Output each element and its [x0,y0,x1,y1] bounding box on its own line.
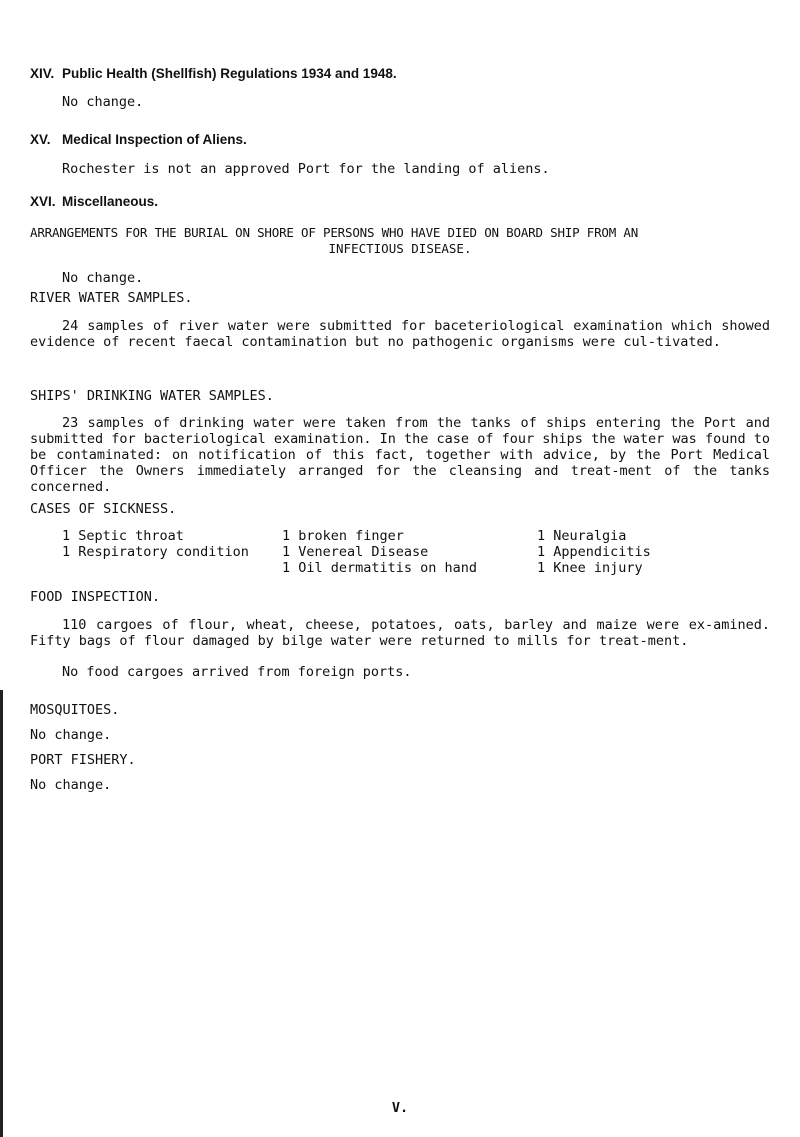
sickness-item: 1 Knee injury [537,560,643,576]
section-xiv-text: No change. [62,94,144,110]
food-heading: FOOD INSPECTION. [30,589,161,605]
page-number: V. [391,1100,409,1116]
sickness-item: 1 Venereal Disease [282,544,429,560]
fishery-heading: PORT FISHERY. [30,752,136,768]
sickness-item: 1 Septic throat [62,528,184,544]
sickness-item: 1 Oil dermatitis on hand [282,560,478,576]
sickness-column-2 [282,528,477,576]
ships-water-heading: SHIPS' DRINKING WATER SAMPLES. [30,388,274,404]
sickness-item: 1 broken finger [282,528,404,544]
burial-text: No change. [62,270,144,286]
section-number: XV. [30,132,51,147]
section-xv-text: Rochester is not an approved Port for the landing of aliens. [62,161,550,177]
section-xvi-heading [30,194,770,210]
sickness-heading: CASES OF SICKNESS. [30,501,177,517]
sickness-item: 1 Appendicitis [537,544,651,560]
section-xv-heading [30,132,770,148]
section-title: Miscellaneous. [62,194,159,209]
food-paragraph-1: 110 cargoes of flour, wheat, cheese, potatoes, oats, barley and maize were ex-amined. Fifty bags of flour damaged by bilge water were returned to mills for treat-ment. [30,617,770,649]
ships-water-text: 23 samples of drinking water were taken from the tanks of ships entering the Port and submitted for bacteriological examination. In the case of four ships the water was found to be contaminated: on notification of this fact, together with advice, by the Port Medical Officer the Owners immediately arranged for the cleansing and treat-ment of the tanks concerned. [30,415,770,495]
section-title: Public Health (Shellfish) Regulations 1934 and 1948. [62,66,397,81]
sickness-item: 1 Neuralgia [537,528,627,544]
mosquitoes-text: No change. [30,727,112,743]
sickness-column-3 [537,528,651,576]
river-heading: RIVER WATER SAMPLES. [30,290,193,306]
mosquitoes-heading: MOSQUITOES. [30,702,120,718]
river-text: 24 samples of river water were submitted for baceteriological examination which showed evidence of recent faecal contamination but no pathogenic organisms were cul-tivated. [30,318,770,350]
section-number: XVI. [30,194,56,209]
section-number: XIV. [30,66,55,81]
burial-heading-line1: ARRANGEMENTS FOR THE BURIAL ON SHORE OF PERSONS WHO HAVE DIED ON BOARD SHIP FROM AN [30,225,639,240]
sickness-column-1 [62,528,249,560]
scan-edge-line [0,690,3,1137]
fishery-text: No change. [30,777,112,793]
section-title: Medical Inspection of Aliens. [62,132,247,147]
burial-heading-line2: INFECTIOUS DISEASE. [328,241,472,256]
food-paragraph-2: No food cargoes arrived from foreign ports. [62,664,412,680]
sickness-item: 1 Respiratory condition [62,544,249,560]
section-xiv-heading [30,66,770,82]
